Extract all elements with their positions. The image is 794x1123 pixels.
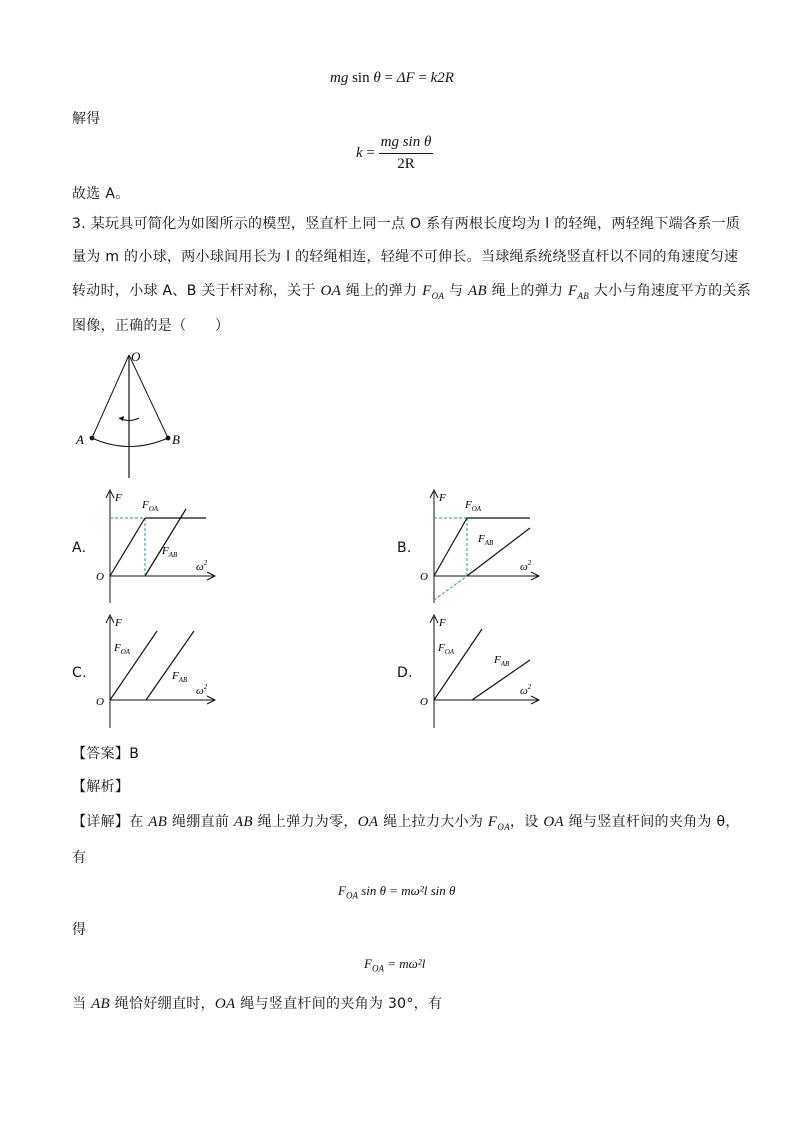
graph-b-omega-main: ω (520, 561, 528, 573)
text-de: 得 (72, 922, 87, 938)
equation-1 (330, 70, 454, 87)
q3-l3-fab-sub: AB (577, 291, 590, 301)
graph-c-fab-main: F (172, 670, 179, 682)
graph-b-fab-main: F (478, 533, 485, 545)
graph-d-fab-main: F (494, 654, 501, 666)
eq2-fraction (379, 134, 434, 173)
label-a: A (76, 432, 84, 447)
eq3-rest: sin θ = mω²l sin θ (361, 883, 456, 898)
answer-label: 【答案】 (72, 746, 130, 762)
graph-b-omega-sq: 2 (527, 559, 532, 567)
text-gu-xuan: 故选 A。 (72, 186, 130, 202)
q3-l3-c: 与 (444, 283, 469, 299)
graph-d-omega (520, 683, 532, 697)
analysis-label: 【解析】 (72, 779, 130, 795)
graph-c-foa-sub: OA (120, 648, 131, 656)
graph-a-foa-label (141, 499, 159, 513)
label-o: O (131, 349, 141, 364)
eq1-delta: ΔF (396, 70, 415, 86)
q3-l3-foa-sub: OA (431, 291, 445, 301)
detail-label: 【详解】 (72, 814, 130, 830)
detail-foa-main: F (487, 814, 498, 830)
equation-4 (364, 956, 425, 974)
q3-l3-fab (568, 283, 589, 299)
graph-d-foa-sub: OA (444, 648, 455, 656)
last-oa: OA (214, 996, 236, 1012)
question3-line3 (72, 280, 751, 301)
graph-c-fab-label (171, 670, 188, 684)
q3-l3-oa: OA (320, 283, 342, 299)
graph-c-omega-main: ω (196, 685, 204, 697)
graph-b-fab-label (477, 533, 494, 547)
graph-a-omega (196, 559, 208, 573)
detail-p2: 绳绷直前 (167, 814, 234, 830)
q3-l3-d: 绳上的弹力 (486, 283, 568, 299)
graph-option-c[interactable] (90, 613, 220, 731)
eq1-lhs: mg (330, 70, 349, 86)
ball-b (166, 436, 171, 441)
eq2-k: k (356, 144, 363, 161)
option-a-label[interactable]: A. (72, 540, 87, 556)
last-p3: 绳与竖直杆间的夹角为 30°，有 (235, 996, 443, 1012)
graph-b-omega (520, 559, 532, 573)
question3-line2: 量为 m 的小球，两小球间用长为 l 的轻绳相连，轻绳不可伸长。当球绳系统绕竖直杆以不同的角速度匀速 (72, 249, 739, 265)
eq2-denominator: 2R (397, 156, 415, 172)
graph-option-a[interactable] (90, 488, 220, 606)
option-d-label[interactable]: D. (397, 665, 413, 681)
q3-l3-fab-main: F (567, 283, 578, 299)
equation-2 (356, 134, 433, 173)
rotation-arrowhead (119, 416, 124, 421)
graph-c-foa-label (113, 642, 131, 656)
graph-a-foa-main: F (142, 499, 149, 511)
detail-p4: 绳上拉力大小为 (378, 814, 488, 830)
eq1-sin: sin (352, 70, 370, 86)
eq1-eq2: = (418, 70, 431, 86)
graph-b-f-label: F (439, 492, 446, 504)
graph-c-foa-main: F (114, 642, 121, 654)
detail-p1: 在 (129, 814, 149, 830)
last-p2: 绳恰好绷直时， (110, 996, 215, 1012)
question3-line4: 图像，正确的是（ ） (72, 318, 230, 334)
eq4-f: F (364, 956, 372, 971)
eq1-rhs: k2R (430, 70, 454, 86)
graph-b-fab-sub: AB (484, 539, 494, 547)
graph-d-omega-main: ω (520, 685, 528, 697)
graph-b-origin: O (420, 571, 428, 583)
detail-you: 有 (72, 850, 87, 866)
graph-b-foa-sub: OA (471, 505, 482, 513)
eq1-theta: θ (373, 70, 381, 86)
graph-c-f-label: F (115, 617, 122, 629)
graph-c-fab-sub: AB (178, 676, 188, 684)
graph-a-fab-sub: AB (168, 551, 178, 559)
detail-p6: 绳与竖直杆间的夹角为 θ， (563, 814, 740, 830)
answer-value: B (129, 746, 140, 762)
detail-line (72, 811, 740, 832)
graph-b-dash-ext (434, 576, 467, 600)
graph-d-foa-label (437, 642, 455, 656)
graph-d-f-label: F (439, 617, 446, 629)
q3-l3-a: 转动时，小球 A、B 关于杆对称，关于 (72, 283, 321, 299)
eq2-eq: = (362, 144, 379, 161)
eq1-eq: = (384, 70, 397, 86)
graph-a-foa-sub: OA (148, 505, 159, 513)
q3-l3-e: 大小与角速度平方的关系 (589, 283, 752, 299)
graph-option-b[interactable] (414, 488, 544, 606)
eq2-numerator: mg sin θ (379, 134, 434, 154)
graph-d-foa-main: F (438, 642, 445, 654)
graph-c-fab-line (146, 631, 194, 700)
graph-d-foa-line (434, 629, 482, 700)
rope-ob (129, 355, 168, 438)
graph-a-omega-main: ω (196, 561, 204, 573)
q3-l3-foa-main: F (422, 283, 432, 299)
detail-p3: 绳上弹力为零， (252, 814, 358, 830)
detail-p5: ，设 (510, 814, 544, 830)
eq4-rest: = mω²l (383, 956, 426, 971)
graph-b-foa-rise (434, 518, 467, 576)
model-figure (70, 345, 200, 480)
rope-oa (92, 355, 129, 438)
detail-ab2: AB (233, 814, 253, 830)
detail-oa1: OA (357, 814, 379, 830)
option-b-label[interactable]: B. (397, 540, 412, 556)
graph-a-fab-label (161, 545, 178, 559)
graph-b-foa-main: F (465, 499, 472, 511)
graph-a-f-label: F (115, 492, 122, 504)
graph-a-origin: O (96, 571, 104, 583)
ball-a (90, 436, 95, 441)
detail-foa-sub: OA (497, 822, 510, 832)
last-ab: AB (91, 996, 110, 1012)
graph-d-fab-sub: AB (500, 660, 510, 668)
graph-d-fab-label (493, 654, 510, 668)
rope-ab (92, 438, 168, 447)
graph-c-omega-sq: 2 (203, 683, 208, 691)
detail-ab1: AB (148, 814, 168, 830)
label-b: B (172, 432, 180, 447)
detail-oa2: OA (543, 814, 564, 830)
graph-c-omega (196, 683, 208, 697)
eq4-sub: OA (371, 963, 384, 974)
text-jiede: 解得 (72, 111, 101, 127)
question3-line1: 3. 某玩具可简化为如图所示的模型，竖直杆上同一点 O 系有两根长度均为 l 的轻绳，两轻绳下端各系一质 (72, 216, 741, 232)
graph-d-origin: O (420, 696, 428, 708)
graph-a-fab-line (145, 509, 186, 576)
q3-l3-foa (422, 283, 444, 299)
graph-b-foa-label (464, 499, 482, 513)
graph-a-foa-rise (110, 518, 145, 576)
last-p1: 当 (72, 996, 92, 1012)
graph-a-fab-main: F (162, 545, 169, 557)
detail-foa (488, 814, 510, 830)
graph-option-d[interactable] (414, 613, 544, 731)
last-line (72, 993, 442, 1013)
equation-3 (338, 883, 455, 901)
graph-a-omega-sq: 2 (203, 559, 208, 567)
answer-line (72, 743, 139, 763)
q3-l3-ab: AB (468, 283, 487, 299)
graph-d-omega-sq: 2 (527, 683, 532, 691)
eq3-f: F (338, 883, 346, 898)
graph-c-origin: O (96, 696, 104, 708)
q3-l3-b: 绳上的弹力 (341, 283, 423, 299)
eq3-sub: OA (345, 890, 358, 901)
option-c-label[interactable]: C. (72, 665, 87, 681)
